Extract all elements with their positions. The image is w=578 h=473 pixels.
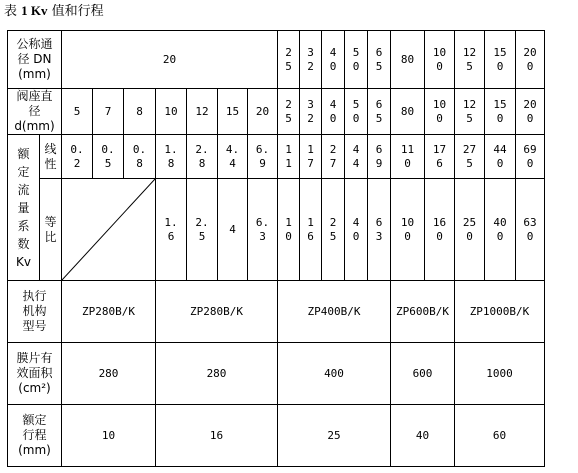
seat-value: 10 0	[425, 89, 455, 135]
kv-linear-value: 11 0	[391, 135, 425, 179]
stroke-value: 60	[455, 405, 545, 467]
area-value: 600	[391, 343, 455, 405]
kv-stroke-table	[7, 30, 545, 467]
area-value: 280	[62, 343, 156, 405]
kv-equal-value: 6 3	[368, 179, 391, 281]
kv-linear-value: 0. 5	[93, 135, 124, 179]
diagonal-line	[62, 179, 155, 280]
seat-value: 12 5	[455, 89, 485, 135]
kv-linear-value: 27 5	[455, 135, 485, 179]
stroke-value: 25	[278, 405, 391, 467]
actuator-value: ZP1000B/K	[455, 281, 545, 343]
kv-linear-value: 6. 9	[248, 135, 278, 179]
seat-value: 15 0	[485, 89, 516, 135]
kv-linear-value: 2. 8	[187, 135, 218, 179]
kv-equal-value: 25 0	[455, 179, 485, 281]
kv-equal-value: 2 5	[322, 179, 345, 281]
table-row-seat	[8, 89, 545, 135]
dn-value: 6 5	[368, 31, 391, 89]
kv-equal-value: 63 0	[516, 179, 545, 281]
kv-equal-value: 16 0	[425, 179, 455, 281]
actuator-value: ZP280B/K	[62, 281, 156, 343]
stroke-value: 10	[62, 405, 156, 467]
seat-value: 5	[62, 89, 93, 135]
seat-value: 6 5	[368, 89, 391, 135]
kv-equal-value: 4 0	[345, 179, 368, 281]
actuator-value: ZP280B/K	[156, 281, 278, 343]
seat-value: 8	[124, 89, 156, 135]
kv-linear-value: 6 9	[368, 135, 391, 179]
table-row-area	[8, 343, 545, 405]
area-header: 膜片有 效面积 (cm²)	[8, 343, 62, 405]
kv-equal-value: 4	[218, 179, 248, 281]
table-title: 表 1 Kv 值和行程	[4, 3, 104, 19]
dn-value: 12 5	[455, 31, 485, 89]
seat-value: 4 0	[322, 89, 345, 135]
dn-value: 20	[62, 31, 278, 89]
seat-value: 20 0	[516, 89, 545, 135]
seat-value: 3 2	[300, 89, 322, 135]
kv-linear-value: 0. 2	[62, 135, 93, 179]
kv-linear-value: 44 0	[485, 135, 516, 179]
stroke-value: 40	[391, 405, 455, 467]
seat-value: 20	[248, 89, 278, 135]
linear-label: 线 性	[40, 135, 62, 179]
kv-equal-value: 1 0	[278, 179, 300, 281]
kv-linear-value: 4 4	[345, 135, 368, 179]
kv-linear-value: 1 7	[300, 135, 322, 179]
seat-header: 阀座直 径 d(mm)	[8, 89, 62, 135]
kv-linear-value: 17 6	[425, 135, 455, 179]
kv-linear-value: 4. 4	[218, 135, 248, 179]
dn-value: 4 0	[322, 31, 345, 89]
dn-value: 15 0	[485, 31, 516, 89]
stroke-header: 额定 行程 (mm)	[8, 405, 62, 467]
dn-value: 3 2	[300, 31, 322, 89]
area-value: 280	[156, 343, 278, 405]
kv-linear-value: 1. 8	[156, 135, 187, 179]
dn-value: 80	[391, 31, 425, 89]
area-value: 1000	[455, 343, 545, 405]
dn-value: 20 0	[516, 31, 545, 89]
kv-equal-value: 6. 3	[248, 179, 278, 281]
seat-value: 10	[156, 89, 187, 135]
seat-value: 12	[187, 89, 218, 135]
diagonal-empty-cell	[62, 179, 156, 281]
seat-value: 5 0	[345, 89, 368, 135]
dn-value: 2 5	[278, 31, 300, 89]
table-row-stroke	[8, 405, 545, 467]
dn-header: 公称通 径 DN (mm)	[8, 31, 62, 89]
area-value: 400	[278, 343, 391, 405]
actuator-header: 执行 机构 型号	[8, 281, 62, 343]
table-row-actuator	[8, 281, 545, 343]
kv-equal-value: 1. 6	[156, 179, 187, 281]
equal-label: 等 比	[40, 179, 62, 281]
seat-value: 2 5	[278, 89, 300, 135]
kv-equal-value: 2. 5	[187, 179, 218, 281]
stroke-value: 16	[156, 405, 278, 467]
kv-equal-value: 40 0	[485, 179, 516, 281]
kv-linear-value: 2 7	[322, 135, 345, 179]
kv-header: 额 定 流 量 系 数 Kv	[8, 135, 40, 281]
seat-value: 7	[93, 89, 124, 135]
kv-linear-value: 1 1	[278, 135, 300, 179]
table-row-kv-equal	[8, 179, 545, 281]
kv-equal-value: 1 6	[300, 179, 322, 281]
kv-linear-value: 0. 8	[124, 135, 156, 179]
table-row-kv-linear	[8, 135, 545, 179]
seat-value: 15	[218, 89, 248, 135]
actuator-value: ZP400B/K	[278, 281, 391, 343]
actuator-value: ZP600B/K	[391, 281, 455, 343]
seat-value: 80	[391, 89, 425, 135]
dn-value: 10 0	[425, 31, 455, 89]
dn-value: 5 0	[345, 31, 368, 89]
kv-linear-value: 69 0	[516, 135, 545, 179]
kv-equal-value: 10 0	[391, 179, 425, 281]
table-row-dn	[8, 31, 545, 89]
